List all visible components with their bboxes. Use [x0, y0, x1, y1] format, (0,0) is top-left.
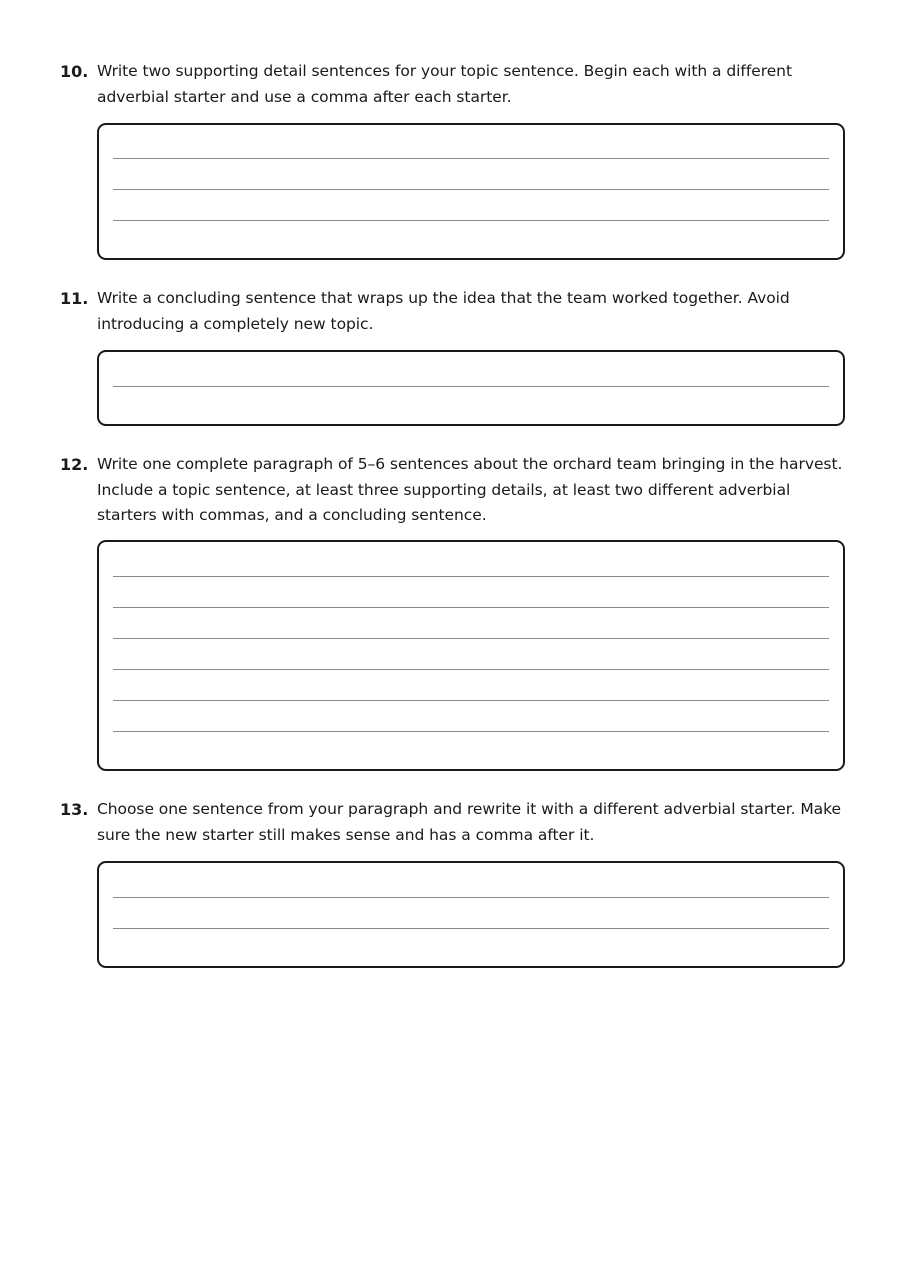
question-12: [60, 452, 850, 529]
answer-box-12[interactable]: [97, 540, 845, 771]
question-prompt: Write two supporting detail sentences for your topic sentence. Begin each with a different adverbial starter and use a comma after each starter.: [97, 62, 792, 106]
question-number: 12.: [60, 455, 89, 474]
writing-line: [113, 731, 829, 732]
question-11: [60, 286, 850, 337]
question-number: 10.: [60, 62, 89, 81]
writing-line: [113, 220, 829, 221]
question-prompt: Write a concluding sentence that wraps up the idea that the team worked together. Avoid introducing a completely new topic.: [97, 289, 790, 333]
writing-line: [113, 576, 829, 577]
question-prompt: Choose one sentence from your paragraph and rewrite it with a different adverbial starter. Make sure the new starter still makes sense and has a comma after it.: [97, 800, 841, 844]
question-13: [60, 797, 850, 848]
writing-line: [113, 897, 829, 898]
question-number: 11.: [60, 289, 89, 308]
writing-line: [113, 386, 829, 387]
answer-box-11[interactable]: [97, 350, 845, 426]
writing-line: [113, 928, 829, 929]
question-number: 13.: [60, 800, 89, 819]
question-10: [60, 59, 850, 110]
writing-line: [113, 700, 829, 701]
answer-box-13[interactable]: [97, 861, 845, 968]
writing-line: [113, 638, 829, 639]
writing-line: [113, 669, 829, 670]
answer-box-10[interactable]: [97, 123, 845, 260]
writing-line: [113, 189, 829, 190]
writing-line: [113, 607, 829, 608]
question-prompt: Write one complete paragraph of 5–6 sentences about the orchard team bringing in the harvest. Include a topic sentence, at least three supporting details, at least two different adverbial starters with commas, and a concluding sentence.: [97, 455, 843, 524]
writing-line: [113, 158, 829, 159]
